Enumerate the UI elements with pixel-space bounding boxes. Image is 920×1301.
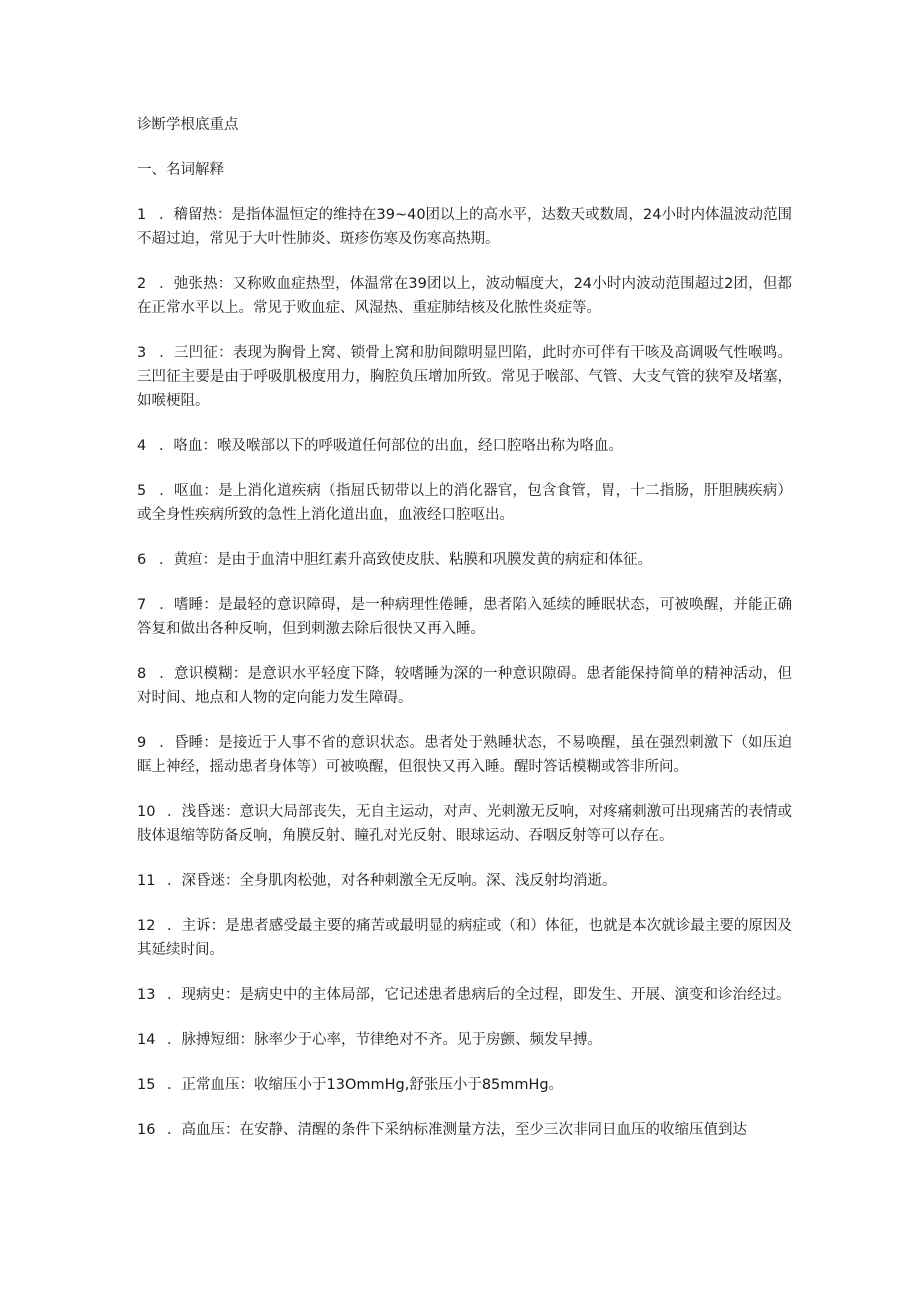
- definition-entry: [137, 869, 792, 893]
- entry-number: 14: [137, 1032, 156, 1048]
- entry-text: ．深昏迷：全身肌肉松弛，对各种刺激全无反响。深、浅反射均消逝。: [167, 873, 617, 889]
- document-title: 诊断学根底重点: [137, 117, 239, 133]
- definition-entry: [137, 479, 792, 527]
- entry-number: 3: [137, 345, 147, 361]
- entry-number: 12: [137, 918, 156, 934]
- entry-number: 6: [137, 552, 147, 568]
- entry-number: 16: [137, 1122, 156, 1138]
- entry-text: ．呕血：是上消化道疾病（指屈氏韧带以上的消化器官，包含食管，胃，十二指肠，肝胆胰疾病）或全身性疾病所致的急性上消化道出血，血液经口腔呕出。: [137, 483, 792, 523]
- entry-number: 10: [137, 804, 156, 820]
- definition-entry: [137, 1073, 792, 1097]
- definition-entry: [137, 272, 792, 320]
- definition-entry: [137, 593, 792, 641]
- entry-text: ．意识模糊：是意识水平轻度下降，较嗜睡为深的一种意识隙碍。患者能保持简单的精神活动，但对时间、地点和人物的定向能力发生障碍。: [137, 666, 792, 706]
- definition-entry: [137, 662, 792, 710]
- entry-text: ．高血压：在安静、清醒的条件下采纳标准测量方法，至少三次非同日血压的收缩压值到达: [167, 1122, 747, 1138]
- definition-entry: [137, 1118, 792, 1142]
- definition-entry: [137, 341, 792, 413]
- entry-text: ．昏睡：是接近于人事不省的意识状态。患者处于熟睡状态，不易唤醒，虽在强烈刺激下（如压迫眶上神经，摇动患者身体等）可被唤醒，但很快又再入睡。醒时答话模糊或答非所问。: [137, 735, 792, 775]
- definition-entry: [137, 983, 792, 1007]
- definition-entry: [137, 1028, 792, 1052]
- definition-entry: [137, 548, 792, 572]
- entry-number: 7: [137, 597, 147, 613]
- document-body: [137, 113, 792, 1163]
- entry-number: 13: [137, 987, 156, 1003]
- entry-text: ．主诉：是患者感受最主要的痛苦或最明显的病症或（和）体征，也就是本次就诊最主要的原因及其延续时间。: [137, 918, 792, 958]
- entry-number: 4: [137, 438, 147, 454]
- entry-text: ．现病史：是病史中的主体局部，它记述患者患病后的全过程，即发生、开展、演变和诊治经过。: [167, 987, 791, 1003]
- entry-text: ．脉搏短细：脉率少于心率，节律绝对不齐。见于房颤、频发早搏。: [167, 1032, 602, 1048]
- entry-text: ．黄疸：是由于血清中胆红素升高致使皮肤、粘膜和巩膜发黄的病症和体征。: [159, 552, 652, 568]
- entry-text: ．稽留热：是指体温恒定的维持在39~40团以上的高水平，达数天或数周，24小时内体温波动范围不超过迫，常见于大叶性肺炎、斑疹伤寒及伤寒高热期。: [137, 207, 792, 247]
- definition-entry: [137, 800, 792, 848]
- entry-number: 2: [137, 276, 147, 292]
- section-heading: 一、名词解释: [137, 162, 224, 178]
- entry-number: 5: [137, 483, 147, 499]
- entry-number: 11: [137, 873, 156, 889]
- entry-number: 15: [137, 1077, 156, 1093]
- entry-text: ．正常血压：收缩压小于13OmmHg,舒张压小于85mmHg。: [167, 1077, 564, 1093]
- definition-entry: [137, 203, 792, 251]
- definition-entry: [137, 914, 792, 962]
- entry-number: 8: [137, 666, 147, 682]
- entry-text: ．三凹征：表现为胸骨上窝、锁骨上窝和肋间隙明显凹陷，此时亦可伴有干咳及高调吸气性喉鸣。三凹征主要是由于呼吸肌极度用力，胸腔负压增加所致。常见于喉部、气管、大支气管的狭窄及堵塞，如喉梗阻。: [137, 345, 792, 409]
- entry-text: ．浅昏迷：意识大局部丧失，无自主运动，对声、光刺激无反响，对疼痛刺激可出现痛苦的表情或肢体退缩等防备反响，角膜反射、瞳孔对光反射、眼球运动、吞咽反射等可以存在。: [137, 804, 792, 844]
- definition-entry: [137, 731, 792, 779]
- entry-number: 9: [137, 735, 147, 751]
- entry-text: ．嗜睡：是最轻的意识障碍，是一种病理性倦睡，患者陷入延续的睡眠状态，可被唤醒，并能正确答复和做出各种反响，但到刺激去除后很快又再入睡。: [137, 597, 792, 637]
- entry-text: ．咯血：喉及喉部以下的呼吸道任何部位的出血，经口腔咯出称为咯血。: [159, 438, 623, 454]
- definition-entry: [137, 434, 792, 458]
- entry-number: 1: [137, 207, 147, 223]
- entry-text: ．弛张热：又称败血症热型，体温常在39团以上，波动幅度大，24小时内波动范围超过2团，但都在正常水平以上。常见于败血症、风湿热、重症肺结核及化脓性炎症等。: [137, 276, 792, 316]
